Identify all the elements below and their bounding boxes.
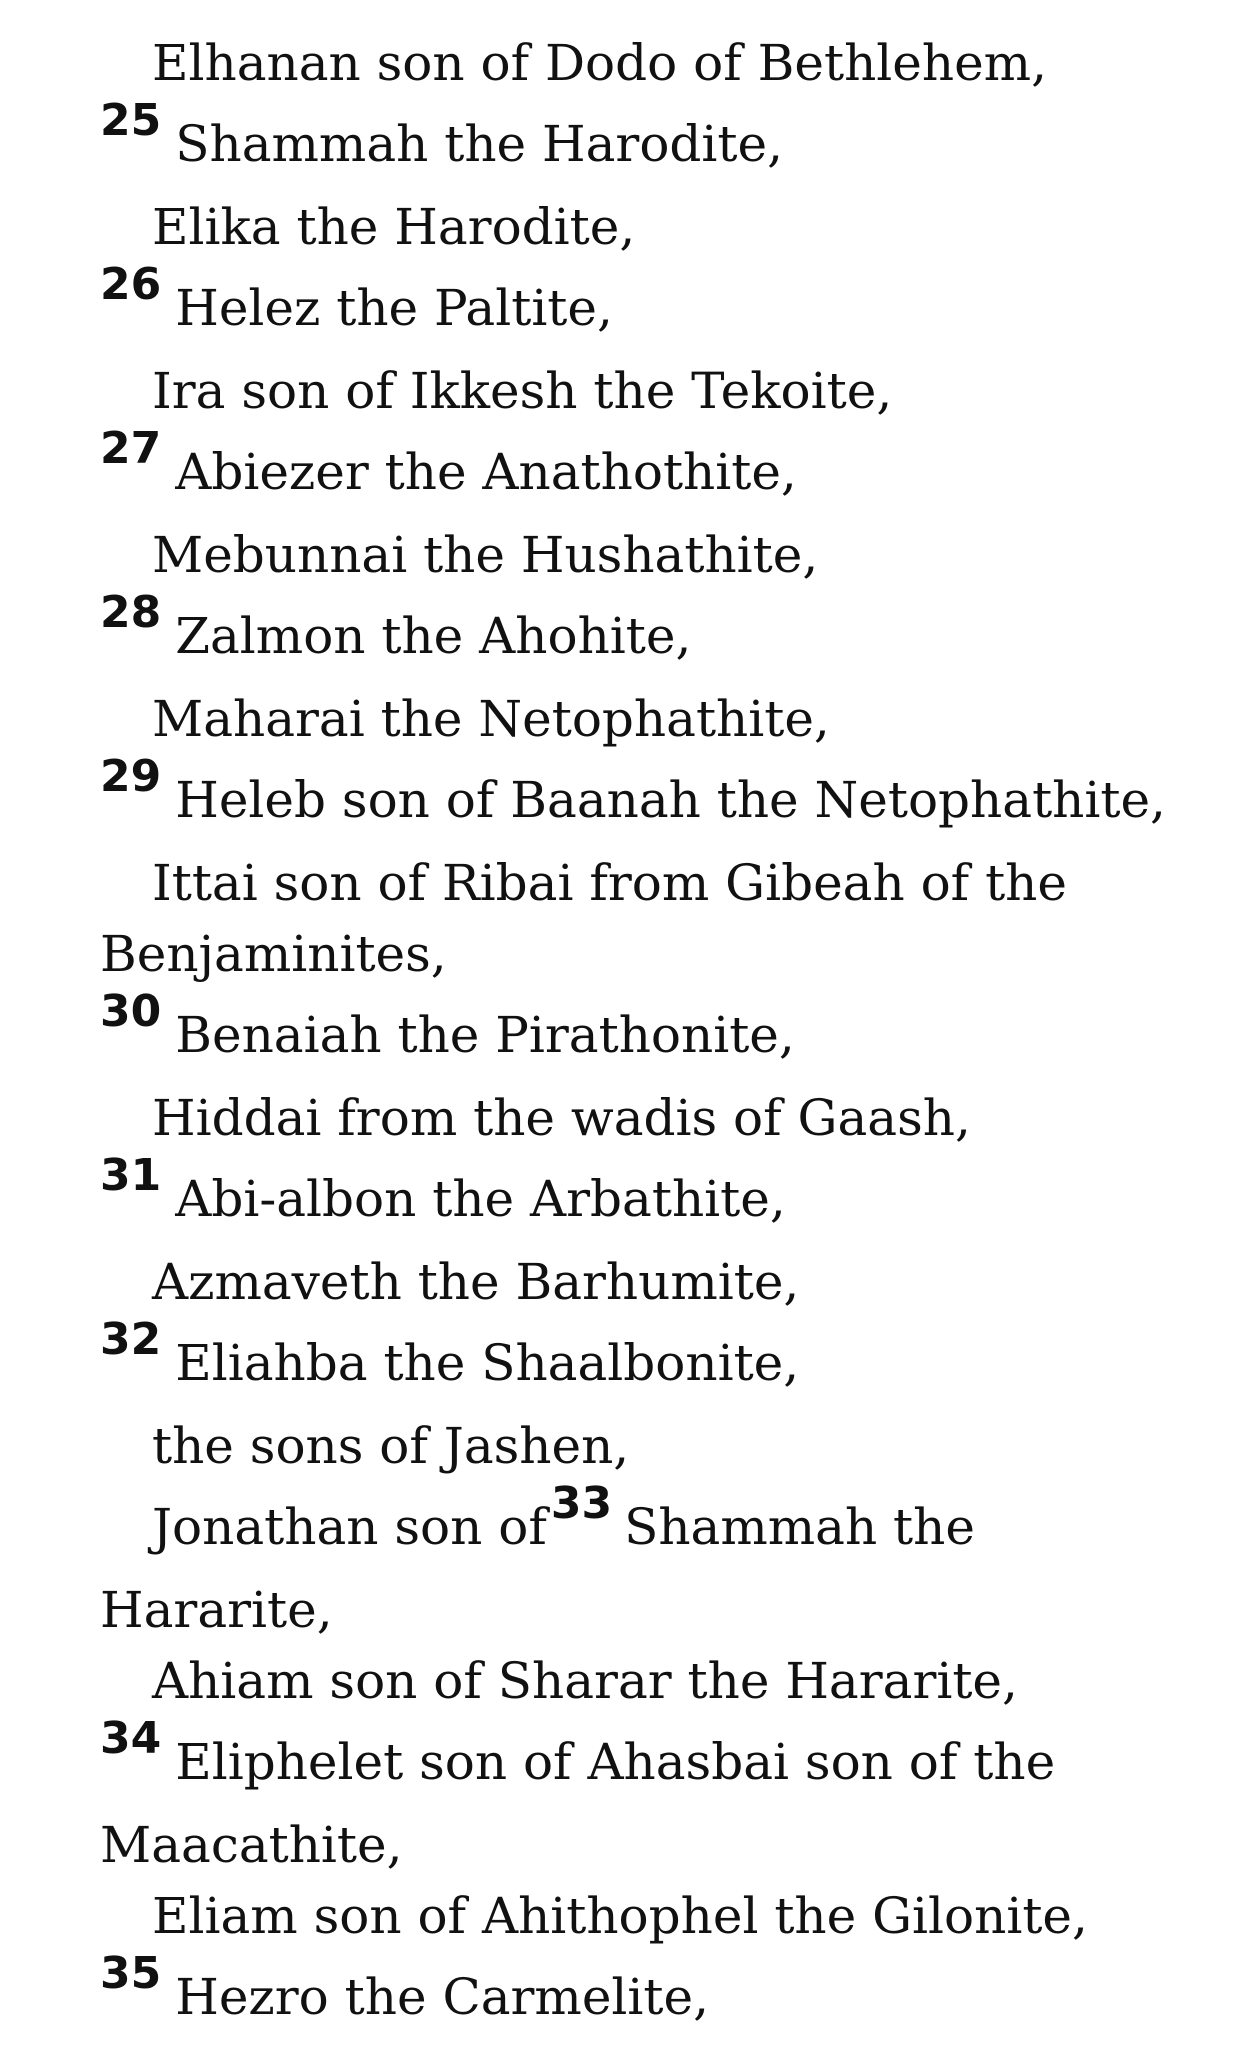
line-text: Elika the Harodite, xyxy=(152,198,636,256)
passage-line xyxy=(100,587,1220,684)
verse-number: 27 xyxy=(100,423,162,474)
verse-number: 34 xyxy=(100,1713,162,1764)
line-text: the sons of Jashen, xyxy=(152,1417,630,1475)
passage-line xyxy=(100,423,1220,520)
line-text: Maacathite, xyxy=(100,1816,403,1874)
line-text: Abi-albon the Arbathite, xyxy=(175,1170,786,1228)
verse-number: 28 xyxy=(100,587,162,638)
line-text: Shammah the Harodite, xyxy=(175,115,783,173)
line-text: Eliahba the Shaalbonite, xyxy=(175,1334,800,1392)
line-text: Heleb son of Baanah the Netophathite, xyxy=(175,771,1166,829)
passage-line xyxy=(100,1575,1220,1646)
passage-line xyxy=(100,1314,1220,1411)
line-text: Helez the Paltite, xyxy=(175,279,613,337)
verse-number: 30 xyxy=(100,986,162,1037)
passage-line xyxy=(100,28,1220,99)
passage-line xyxy=(100,192,1220,263)
line-text: Eliphelet son of Ahasbai son of the xyxy=(175,1733,1056,1791)
passage-line xyxy=(100,684,1220,755)
line-text: Azmaveth the Barhumite, xyxy=(152,1253,800,1311)
passage-line xyxy=(100,1948,1220,2045)
line-text: Abiezer the Anathothite, xyxy=(175,443,797,501)
passage-line xyxy=(100,1478,1220,1575)
line-text: Benjaminites, xyxy=(100,925,447,983)
verse-number: 29 xyxy=(100,751,162,802)
line-text: Maharai the Netophathite, xyxy=(152,690,830,748)
passage-line xyxy=(100,356,1220,427)
line-text: Ira son of Ikkesh the Tekoite, xyxy=(152,362,893,420)
passage-line xyxy=(100,259,1220,356)
line-text: Ahiam son of Sharar the Hararite, xyxy=(152,1652,1018,1710)
verse-number: 25 xyxy=(100,95,162,146)
passage-line xyxy=(100,848,1220,919)
line-text: Mebunnai the Hushathite, xyxy=(152,526,819,584)
verse-number: 35 xyxy=(100,1948,162,1999)
passage-line xyxy=(100,1411,1220,1482)
passage-line xyxy=(100,1810,1220,1881)
passage-line xyxy=(100,1247,1220,1318)
passage-line xyxy=(100,95,1220,192)
verse-number: 26 xyxy=(100,259,162,310)
passage-line xyxy=(100,1150,1220,1247)
scripture-passage xyxy=(100,28,1220,2045)
passage-line xyxy=(100,986,1220,1083)
line-text: Elhanan son of Dodo of Bethlehem, xyxy=(152,34,1047,92)
passage-line xyxy=(100,919,1220,990)
line-text: Ittai son of Ribai from Gibeah of the xyxy=(152,854,1067,912)
line-text: Hararite, xyxy=(100,1581,333,1639)
passage-line xyxy=(100,1083,1220,1154)
passage-line xyxy=(100,1646,1220,1717)
line-text: Jonathan son of xyxy=(152,1498,547,1556)
line-text: Eliam son of Ahithophel the Gilonite, xyxy=(152,1887,1088,1945)
line-text: Hiddai from the wadis of Gaash, xyxy=(152,1089,971,1147)
line-text: Hezro the Carmelite, xyxy=(175,1968,709,2026)
passage-line xyxy=(100,751,1220,848)
line-text: Benaiah the Pirathonite, xyxy=(175,1006,795,1064)
passage-line xyxy=(100,520,1220,591)
passage-line xyxy=(100,1713,1220,1810)
passage-line xyxy=(100,1881,1220,1952)
line-text: Zalmon the Ahohite, xyxy=(175,607,692,665)
verse-number: 31 xyxy=(100,1150,162,1201)
verse-number: 32 xyxy=(100,1314,162,1365)
verse-number: 33 xyxy=(550,1478,613,1529)
line-text: Shammah the xyxy=(624,1498,975,1556)
